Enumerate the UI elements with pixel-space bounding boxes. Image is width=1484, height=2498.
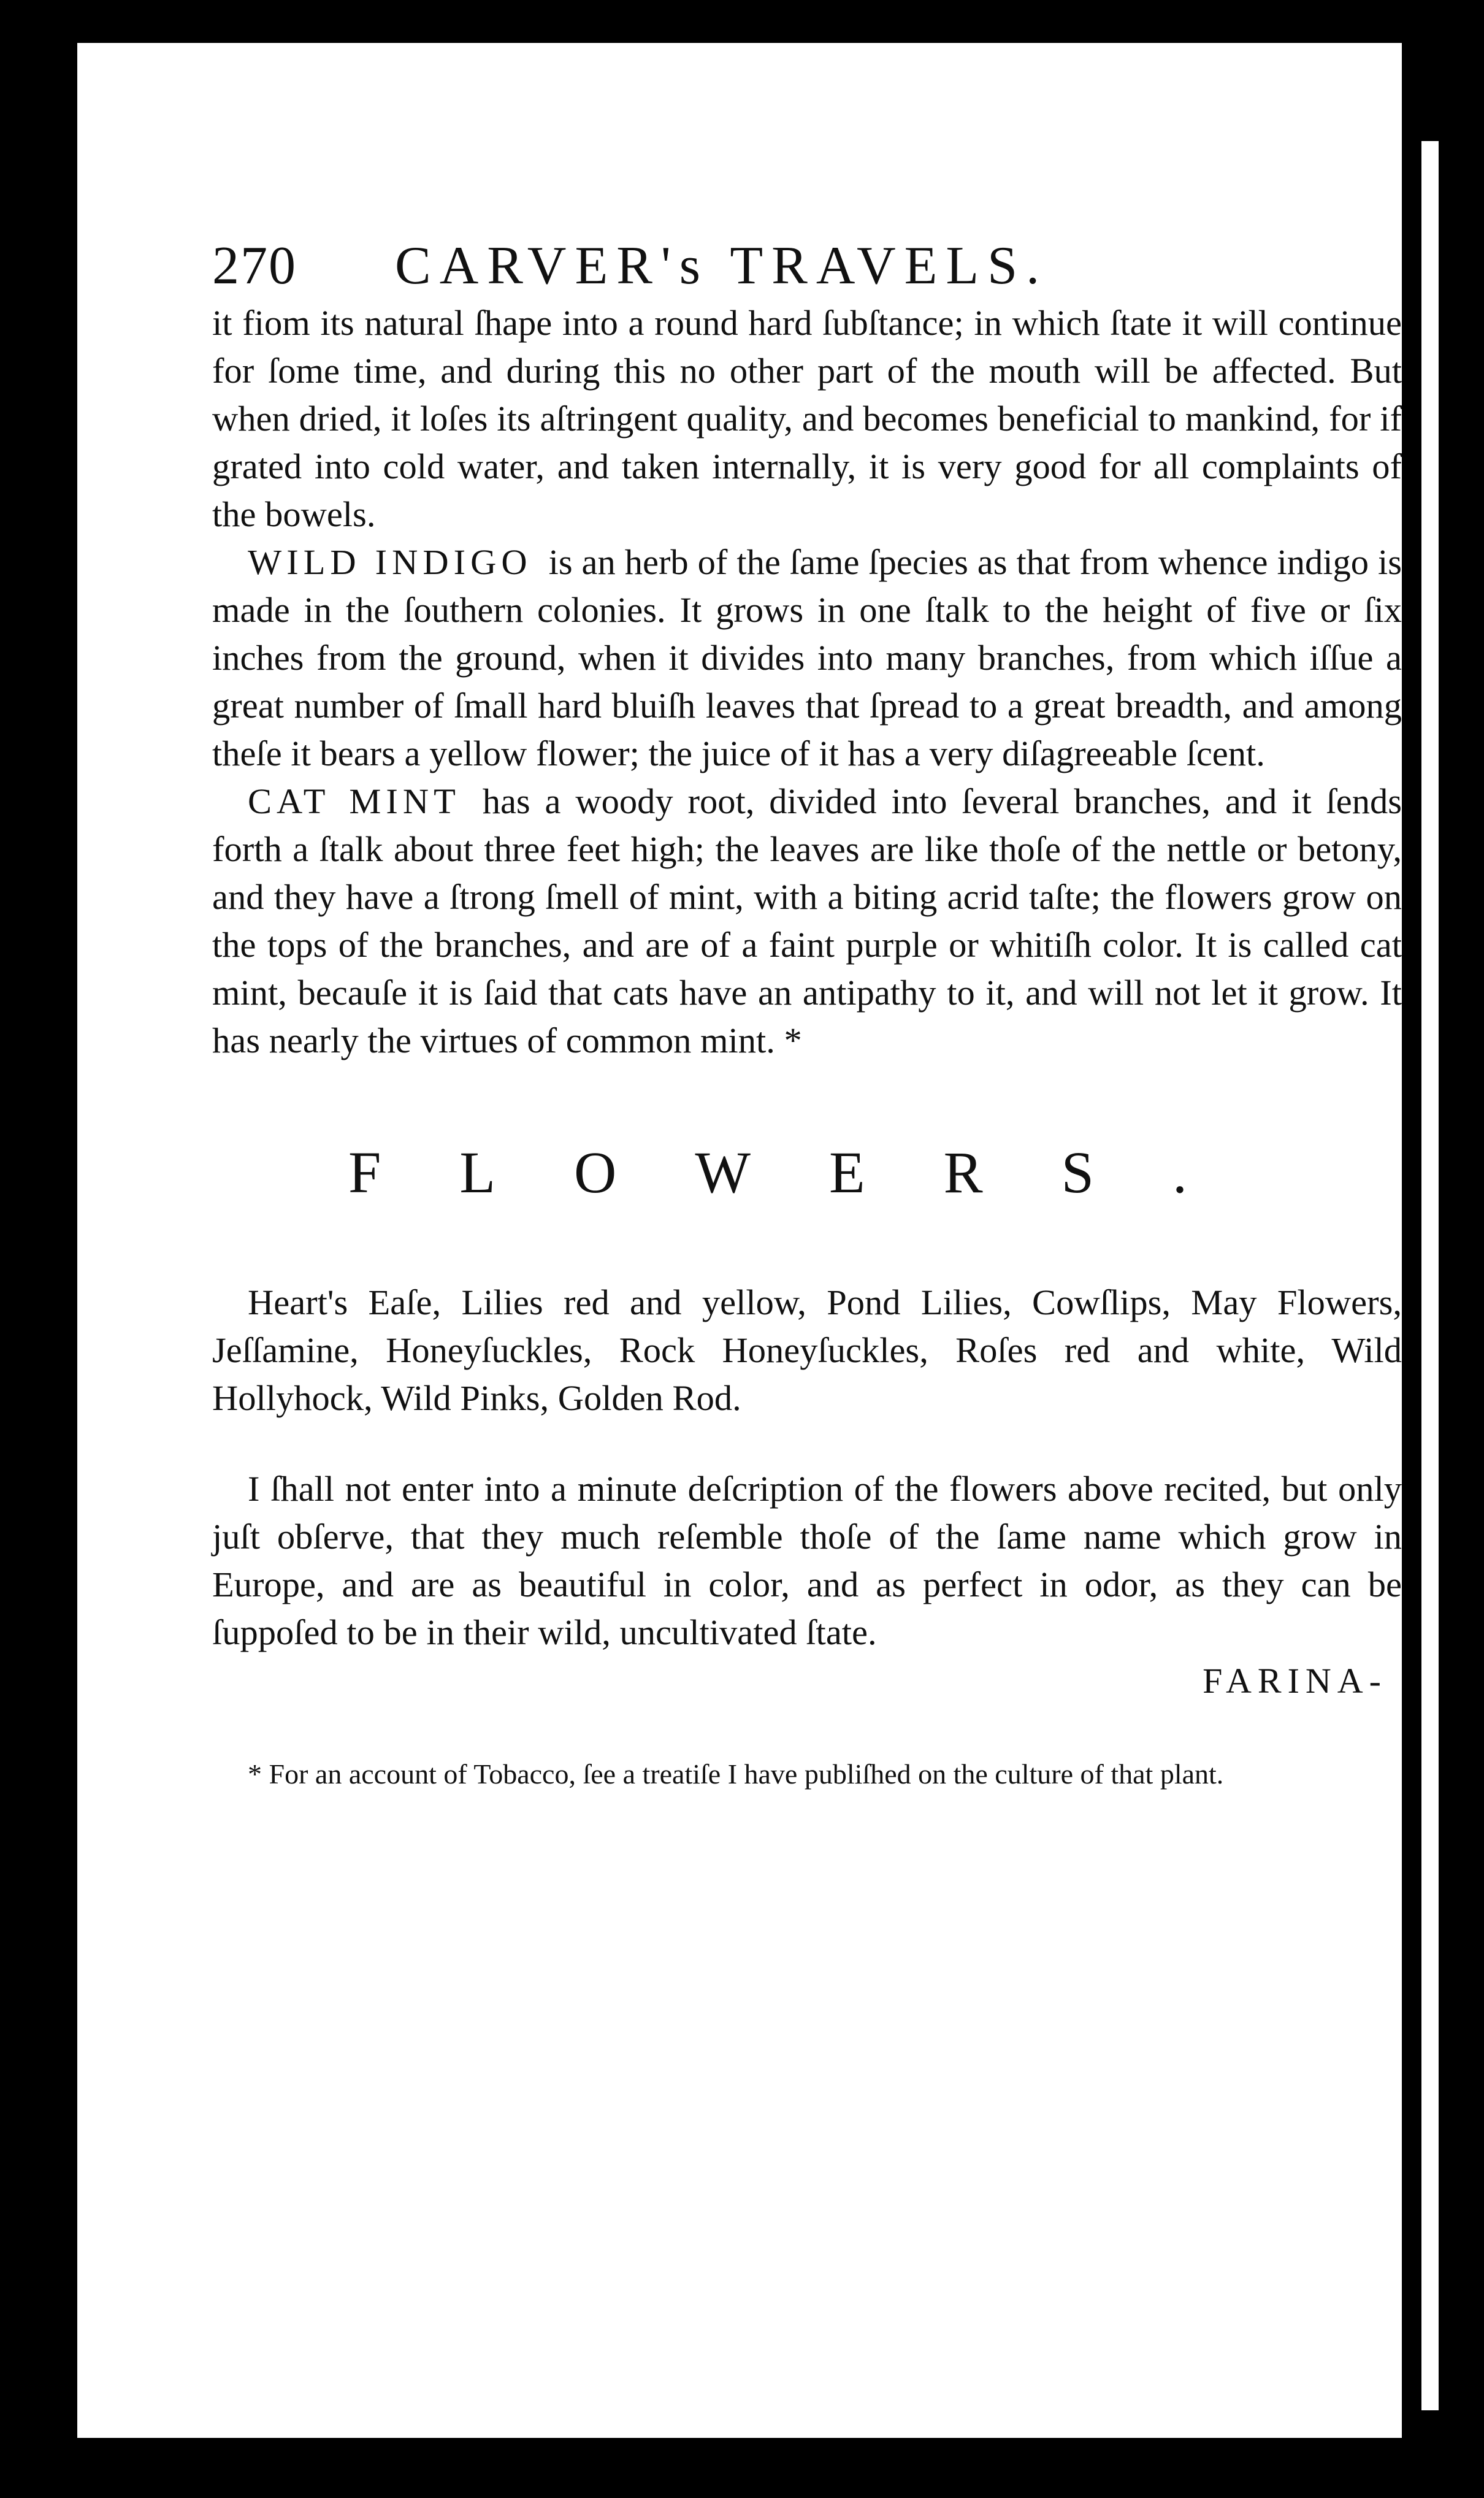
- paragraph-gap: [212, 1422, 1402, 1465]
- cat-mint-text: has a woody root, divided into ſeveral branches, and it ſends forth a ſtalk about three feet high; the leaves are like thoſe of the nettle or betony, and they have a ſtrong ſmell of mint, with a biting acrid taſte; the flowers grow on the tops of the branches, and are of a faint purple or whitiſh color. It is called cat mint, becauſe it is ſaid that cats have an antipathy to it, and will not let it grow. It has nearly the virtues of common mint. *: [212, 781, 1402, 1060]
- paragraph-cat-mint: [212, 778, 1402, 1065]
- adjacent-page-edge: [1421, 141, 1439, 2410]
- book-page: [77, 43, 1402, 2438]
- section-title-flowers: FLOWERS.: [348, 1140, 1266, 1205]
- flowers-list: Heart's Eaſe, Lilies red and yellow, Pond Lilies, Cowſlips, May Flowers, Jeſſamine, Honeyſuckles, Rock Honeyſuckles, Roſes red and white, Wild Hollyhock, Wild Pinks, Golden Rod.: [212, 1282, 1402, 1418]
- page-number: 270: [212, 236, 297, 296]
- footnote: * For an account of Tobacco, ſee a treatiſe I have publiſhed on the culture of that plant.: [248, 1758, 1224, 1790]
- catchword: FARINA-: [1203, 1661, 1387, 1701]
- paragraph-astringent-root: it fiom its natural ſhape into a round hard ſubſtance; in which ſtate it will continue for ſome time, and during this no other part of the mouth will be affected. But when dried, it loſes its aſtringent quality, and becomes beneficial to mankind, for if grated into cold water, and taken internally, it is very good for all complaints of the bowels.: [212, 303, 1402, 534]
- wild-indigo-text: is an herb of the ſame ſpecies as that from whence indigo is made in the ſouthern colonies. It grows in one ſtalk to the height of five or ſix inches from the ground, when it divides into many branches, from which iſſue a great number of ſmall hard bluiſh leaves that ſpread to a great breadth, and among theſe it bears a yellow flower; the juice of it has a very diſagreeable ſcent.: [212, 542, 1402, 773]
- running-title: CARVER's TRAVELS.: [395, 236, 1049, 296]
- flowers-description: I ſhall not enter into a minute deſcription of the flowers above recited, but only juſt obſerve, that they much reſemble thoſe of the ſame name which grow in Europe, and are as beautiful in color, and as perfect in odor, as they can be ſuppoſed to be in their wild, uncultivated ſtate.: [212, 1469, 1402, 1652]
- page-text-block: [212, 236, 1402, 1822]
- cat-mint-heading: CAT MINT: [248, 781, 461, 821]
- wild-indigo-heading: WILD INDIGO: [248, 542, 532, 582]
- paragraph-wild-indigo: [212, 538, 1402, 778]
- running-header: [212, 236, 1402, 296]
